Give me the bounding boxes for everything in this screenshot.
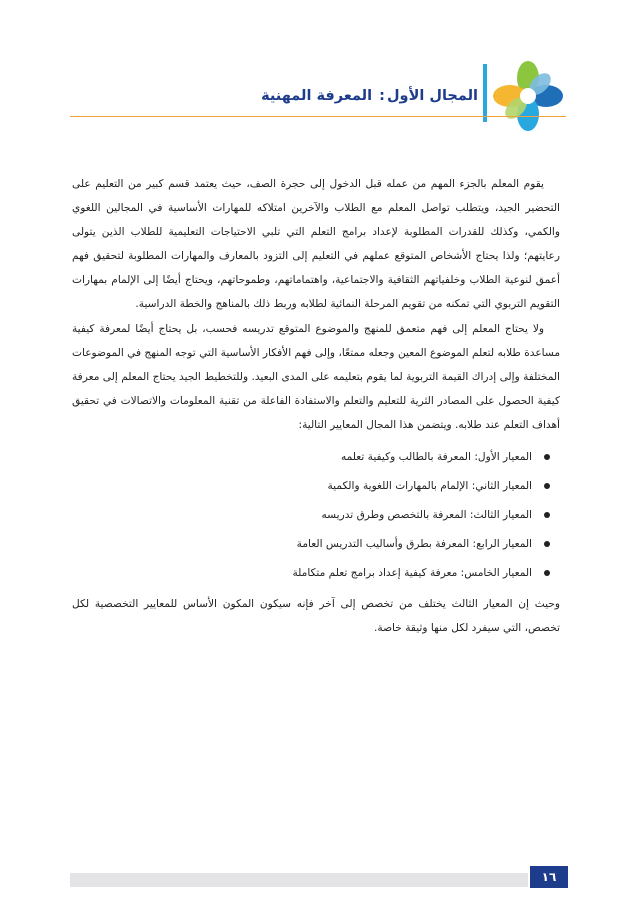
- title-part-1: المجال الأول: [386, 88, 478, 104]
- criterion-text: المعيار الخامس: معرفة كيفية إعداد برامج تعلم متكاملة: [292, 567, 532, 580]
- paragraph-closing: وحيث إن المعيار الثالث يختلف من تخصص إلى آخر فإنه سيكون المكون الأساس للمعايير التخصصية لكل تخصص، التي سيفرد لكل منها وثيقة خاصة.: [72, 598, 560, 635]
- bullet-icon: [544, 454, 550, 460]
- title-part-2: المعرفة المهنية: [261, 88, 373, 104]
- criterion-text: المعيار الثالث: المعرفة بالتخصص وطرق تدريسه: [321, 509, 532, 522]
- list-item: [72, 501, 560, 530]
- bullet-icon: [544, 483, 550, 489]
- body-content: [72, 172, 560, 640]
- title-accent-bar: [483, 64, 487, 122]
- paragraph-intro: يقوم المعلم بالجزء المهم من عمله قبل الدخول إلى حجرة الصف، حيث يعتمد قسم كبير من التعليم على التحضير الجيد، ويتطلب تواصل المعلم مع الطلاب والآخرين امتلاكه للمهارات الأساسية في المجالين اللغوي والكمي، وكذلك للقدرات المطلوبة لإعداد برامج التعلم التي تلبي الاحتياجات التعليمية للطلاب الذين يتولى رعايتهم؛ ولذا يحتاج الأشخاص المتوقع عملهم في التعليم إلى التزود بالمعارف والمهارات المطلوبة لتحقيق فهم أعمق لنوعية الطلاب وخلفياتهم الثقافية والاجتماعية، واهتماماتهم، وطموحاتهم، ويحتاج أيضًا إلى الإلمام بمهارات التقويم التربوي التي تمكنه من تقويم المرحلة النمائية لطلابه وربط ذلك بالمناهج والخطة الدراسية.: [72, 178, 560, 311]
- page-number: ١٦: [530, 866, 568, 888]
- list-item: [72, 472, 560, 501]
- bullet-icon: [544, 512, 550, 518]
- paragraph-standards: ولا يحتاج المعلم إلى فهم متعمق للمنهج والموضوع المتوقع تدريسه فحسب، بل يحتاج أيضًا لمعرفة كيفية مساعدة طلابه لتعلم الموضوع المعين وجعله ممتعًا، وإلى فهم الأفكار الأساسية التي توجه المنهج في الموضوعات المختلفة وإلى إدراك القيمة التربوية لما يقوم بتعليمه على المدى البعيد. وللتخطيط الجيد يحتاج المعلم إلى معرفة كيفية الحصول على المصادر الثرية للتعليم والتعلم والاستفادة الفاعلة من تقنية المعلومات والاتصالات في تحقيق أهداف التعلم عند طلابه. ويتضمن هذا المجال المعايير التالية:: [72, 322, 560, 431]
- criterion-text: المعيار الأول: المعرفة بالطالب وكيفية تعلمه: [340, 451, 532, 464]
- list-item: [72, 530, 560, 559]
- title-separator: :: [379, 88, 385, 104]
- criteria-list: [72, 443, 560, 588]
- bullet-icon: [544, 541, 550, 547]
- title-divider: [70, 116, 566, 117]
- criterion-text: المعيار الثاني: الإلمام بالمهارات اللغوية والكمية: [327, 480, 532, 493]
- page-title: [261, 88, 478, 104]
- footer-bar: [70, 873, 528, 887]
- bullet-icon: [544, 570, 550, 576]
- list-item: [72, 443, 560, 472]
- logo-icon: [492, 60, 564, 132]
- criterion-text: المعيار الرابع: المعرفة بطرق وأساليب التدريس العامة: [296, 538, 532, 551]
- list-item: [72, 559, 560, 588]
